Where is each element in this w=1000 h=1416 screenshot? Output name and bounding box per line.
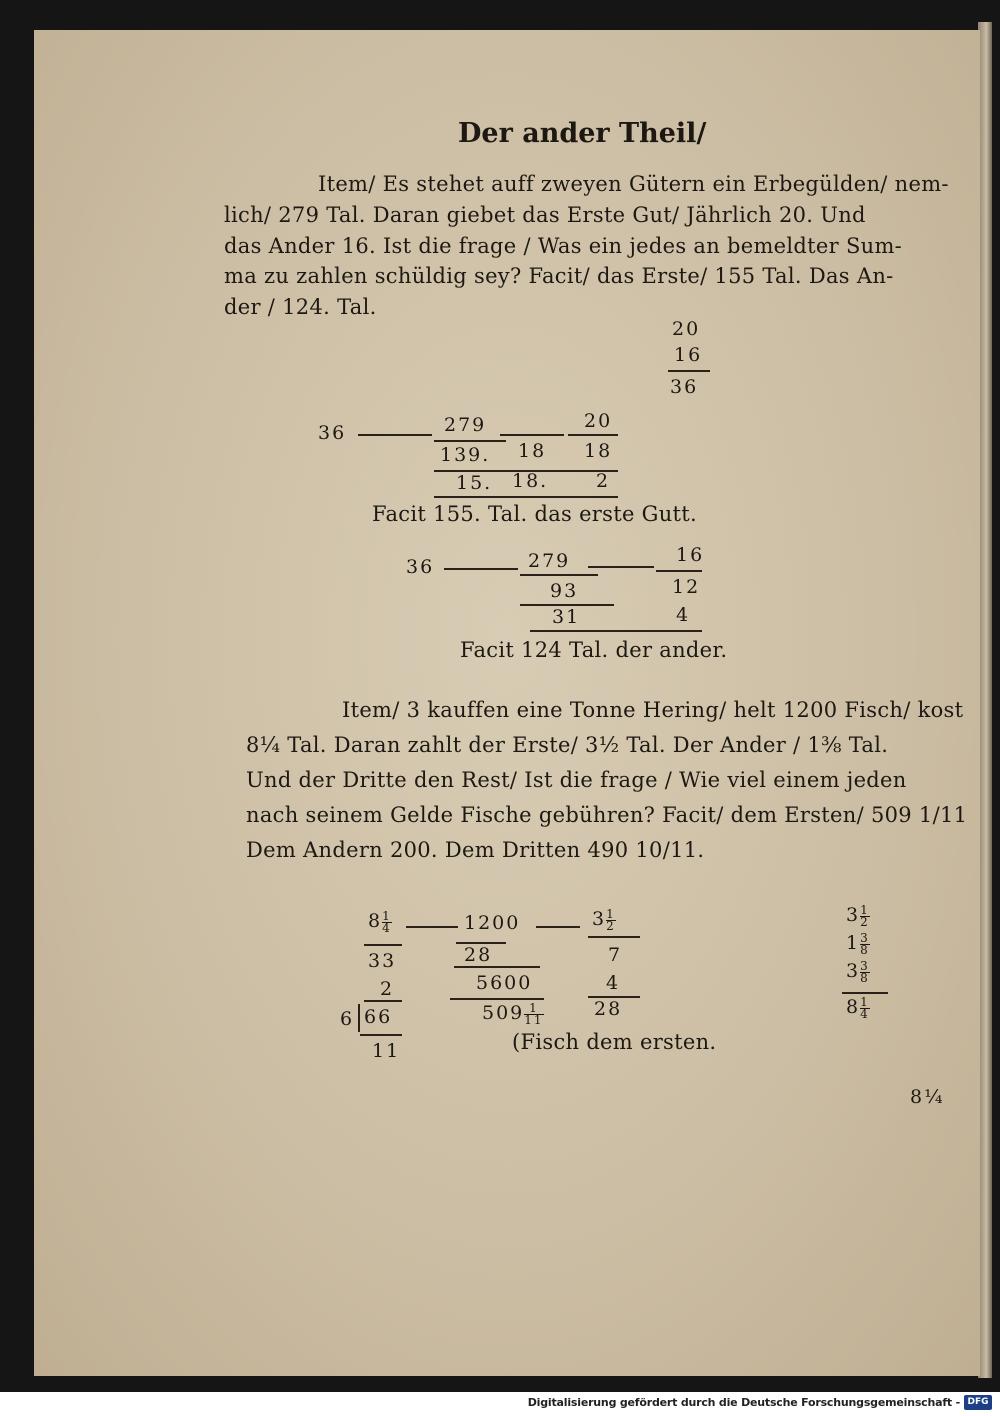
calc2-col1-bracket	[358, 1004, 360, 1032]
calc-a-row2-mid: 18.	[512, 470, 549, 492]
calc-b-row1-mid: 93	[550, 580, 579, 602]
calc2-price: 8 $\frac{1}{4}$	[368, 908, 392, 935]
calc-a-row1-mid: 18	[518, 440, 547, 462]
side-sum-b: 1 $\frac{3}{8}$	[846, 930, 870, 957]
calc-b-facit: Facit 124 Tal. der ander.	[460, 638, 728, 662]
sum-rule	[668, 370, 710, 372]
side-sum-rule	[842, 992, 888, 994]
footer-credit: Digitalisierung gefördert durch die Deutsche Forschungsgemeinschaft -	[527, 1396, 960, 1409]
calc2-col1-rule-1	[364, 944, 402, 946]
calc-b-dash-2	[588, 566, 654, 568]
page-edge	[978, 22, 992, 1378]
calc2-col2-b: 5600	[476, 972, 533, 994]
calc-b-rule-2	[656, 570, 702, 572]
problem1-line2: lich/ 279 Tal. Daran giebet das Erste Gut/ Jährlich 20. Und	[224, 203, 866, 227]
calc2-payment: 3 $\frac{1}{2}$	[592, 906, 616, 933]
page-heading: Der ander Theil/	[458, 118, 707, 149]
calc2-col1-c: 66	[364, 1006, 393, 1028]
calc-a-share: 20	[584, 410, 613, 432]
problem2-line5: Dem Andern 200. Dem Dritten 490 10/11.	[246, 838, 705, 862]
problem2-line4: nach seinem Gelde Fische gebühren? Facit/ dem Ersten/ 509 1/11	[246, 803, 968, 827]
calc2-col1-rule-2	[364, 1000, 402, 1002]
calc-a-rule-2	[568, 434, 618, 436]
problem1-line3: das Ander 16. Ist die frage / Was ein jedes an bemeldter Sum-	[224, 234, 903, 258]
problem2-line1: Item/ 3 kauffen eine Tonne Hering/ helt 1200 Fisch/ kost	[342, 698, 964, 722]
sum-total: 36	[670, 376, 699, 398]
side-sum-a: 3 $\frac{1}{2}$	[846, 902, 870, 929]
calc-b-rule-1	[520, 574, 598, 576]
calc-b-rule-4	[530, 630, 702, 632]
calc2-col3-rule-1	[588, 936, 640, 938]
calc2-col1-a: 33	[368, 950, 397, 972]
side-sum-c: 3 $\frac{3}{8}$	[846, 958, 870, 985]
problem1-line1: Item/ Es stehet auff zweyen Gütern ein Erbegülden/ nem-	[318, 172, 949, 196]
calc-a-divisor: 36	[318, 422, 347, 444]
calc-b-amount: 279	[528, 550, 571, 572]
problem2-line2: 8¼ Tal. Daran zahlt der Erste/ 3½ Tal. Der Ander / 1⅜ Tal.	[246, 733, 889, 757]
calc2-col1-prefix: 6	[340, 1008, 355, 1030]
calc2-col1-d: 11	[372, 1040, 401, 1062]
calc2-fish: 1200	[464, 912, 521, 934]
calc2-dash-1	[406, 926, 458, 928]
calc2-col3-a: 7	[608, 944, 623, 966]
problem1-line5: der / 124. Tal.	[224, 295, 377, 319]
calc2-facit: (Fisch dem ersten.	[512, 1030, 717, 1054]
calc-a-rule-1	[434, 440, 506, 442]
calc2-col2-rule-2	[454, 966, 540, 968]
calc-a-dash-2	[500, 434, 564, 436]
calc2-col2-a: 28	[464, 944, 493, 966]
problem2-line3: Und der Dritte den Rest/ Ist die frage / Wie viel einem jeden	[246, 768, 907, 792]
calc2-col2-rule-3	[450, 998, 544, 1000]
problem1-line4: ma zu zahlen schüldig sey? Facit/ das Erste/ 155 Tal. Das An-	[224, 264, 894, 288]
footer-bar	[0, 1392, 1000, 1416]
calc2-result: 509 $\frac{1}{11}$	[482, 1000, 544, 1027]
calc-b-row2-mid: 31	[552, 606, 581, 628]
side-sum-total: 8 $\frac{1}{4}$	[846, 994, 870, 1021]
calc-b-share: 16	[676, 544, 705, 566]
calc-a-row1-right: 18	[584, 440, 613, 462]
sum-addend-1: 20	[672, 318, 701, 340]
calc-a-rule-4	[434, 496, 618, 498]
catchword: 8¼	[910, 1086, 945, 1108]
calc2-col1-rule-3	[360, 1034, 402, 1036]
calc-b-divisor: 36	[406, 556, 435, 578]
calc-a-amount: 279	[444, 414, 487, 436]
calc-b-dash-1	[444, 568, 518, 570]
calc2-col3-c: 28	[594, 998, 623, 1020]
calc-a-row2-right: 2	[596, 470, 611, 492]
calc-b-row1-right: 12	[672, 576, 701, 598]
calc-a-dash-1	[358, 434, 432, 436]
calc-a-facit: Facit 155. Tal. das erste Gutt.	[372, 502, 698, 526]
calc-a-row1-left: 139.	[440, 444, 491, 466]
calc2-col3-b: 4	[606, 972, 621, 994]
dfg-logo: DFG	[964, 1395, 992, 1410]
calc-a-row2-left: 15.	[456, 472, 493, 494]
calc-b-row2-right: 4	[676, 604, 691, 626]
calc2-col1-b: 2	[380, 978, 395, 1000]
sum-addend-2: 16	[674, 344, 703, 366]
calc2-dash-2	[536, 926, 580, 928]
